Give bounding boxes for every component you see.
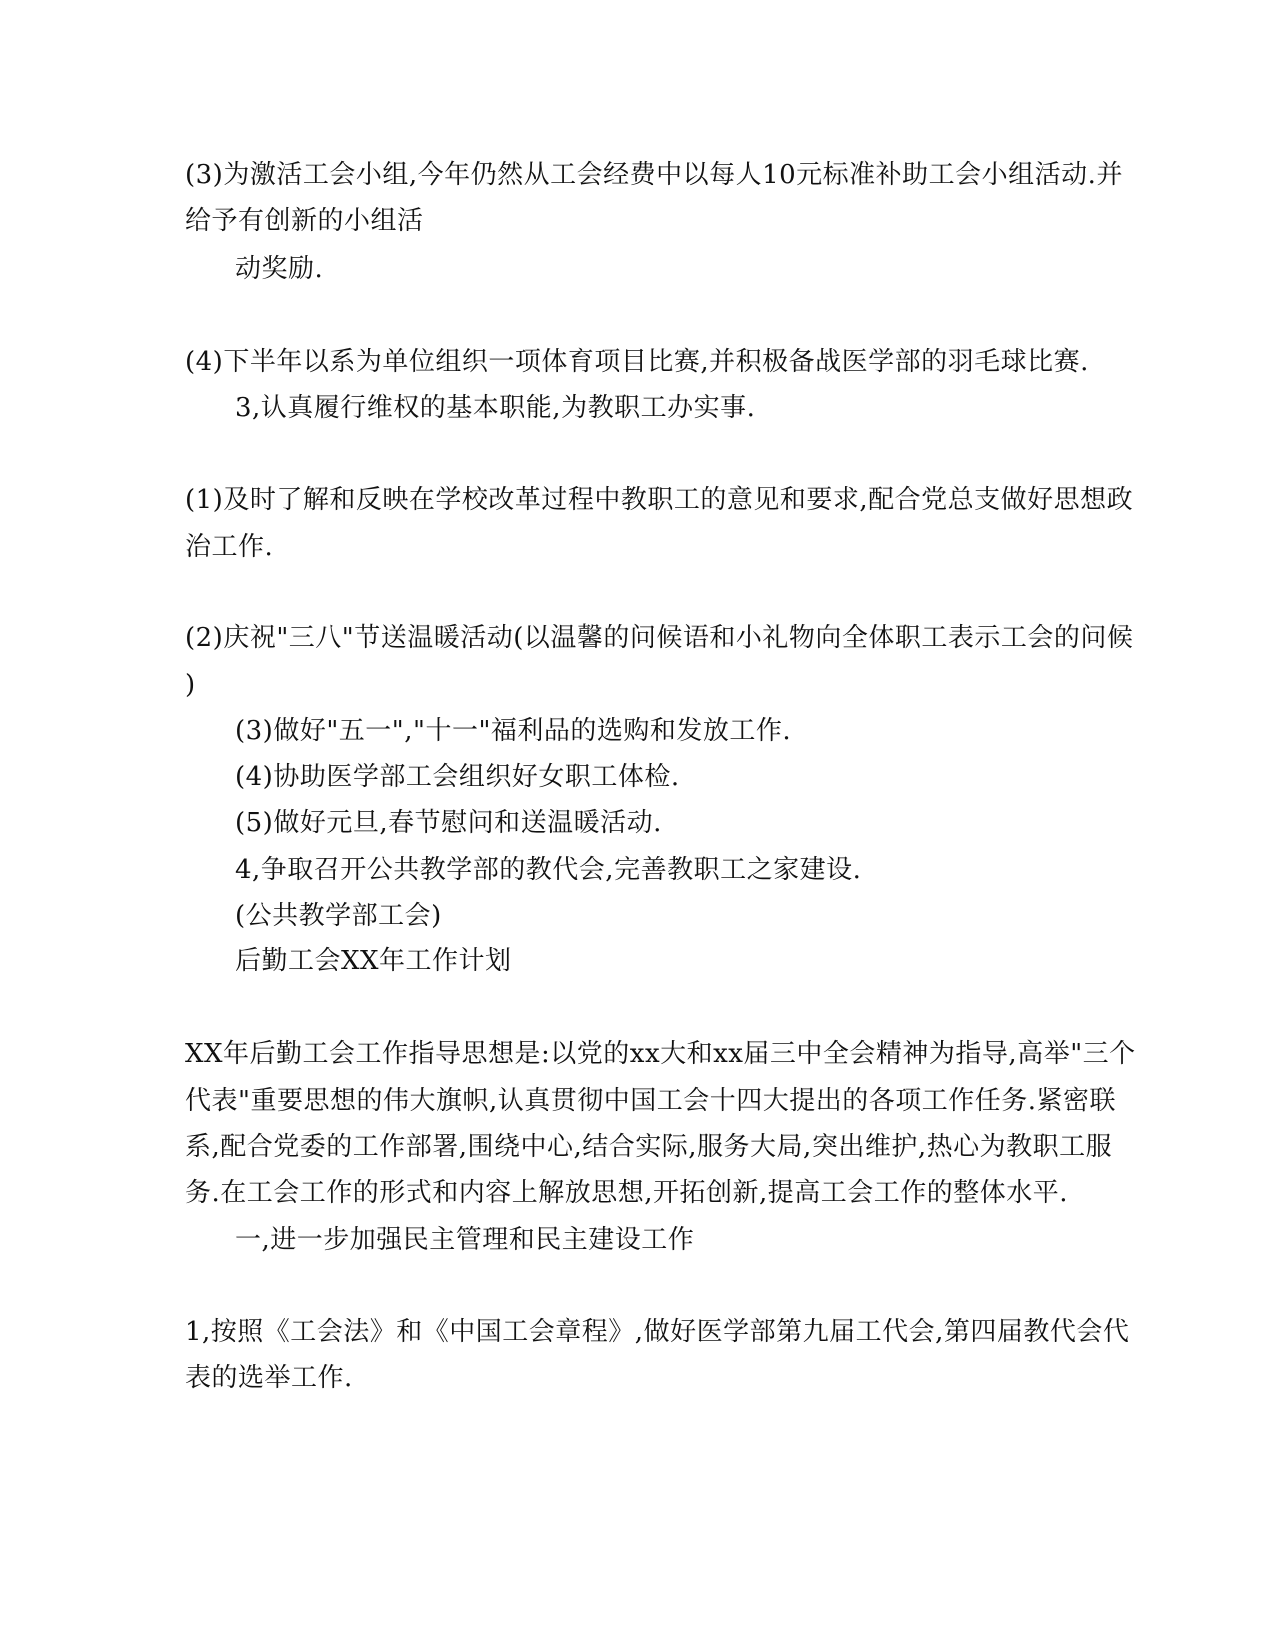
paragraph-line: (公共教学部工会) bbox=[235, 901, 442, 931]
paragraph-line: (4)协助医学部工会组织好女职工体检. bbox=[235, 762, 680, 792]
paragraph-line: ) bbox=[185, 670, 196, 700]
paragraph-line: XX年后勤工会工作指导思想是:以党的xx大和xx届三中全会精神为指导,高举"三个 bbox=[185, 1039, 1136, 1069]
paragraph-line: 动奖励. bbox=[235, 254, 324, 284]
paragraph-line: 给予有创新的小组活 bbox=[185, 206, 424, 236]
paragraph-line: (4)下半年以系为单位组织一项体育项目比赛,并积极备战医学部的羽毛球比赛. bbox=[185, 347, 1089, 377]
paragraph-line: (1)及时了解和反映在学校改革过程中教职工的意见和要求,配合党总支做好思想政 bbox=[185, 485, 1134, 515]
paragraph-line: (3)为激活工会小组,今年仍然从工会经费中以每人10元标准补助工会小组活动.并 bbox=[185, 160, 1123, 190]
paragraph-line: 3,认真履行维权的基本职能,为教职工办实事. bbox=[235, 393, 756, 423]
paragraph-line: (2)庆祝"三八"节送温暖活动(以温馨的问候语和小礼物向全体职工表示工会的问候 bbox=[185, 623, 1134, 653]
paragraph-line: (5)做好元旦,春节慰问和送温暖活动. bbox=[235, 808, 662, 838]
paragraph-line: 治工作. bbox=[185, 532, 274, 562]
section-heading: 一,进一步加强民主管理和民主建设工作 bbox=[235, 1225, 695, 1255]
section-heading: 后勤工会XX年工作计划 bbox=[235, 946, 512, 976]
paragraph-line: 4,争取召开公共教学部的教代会,完善教职工之家建设. bbox=[235, 855, 862, 885]
paragraph-line: 务.在工会工作的形式和内容上解放思想,开拓创新,提高工会工作的整体水平. bbox=[185, 1178, 1069, 1208]
paragraph-line: 代表"重要思想的伟大旗帜,认真贯彻中国工会十四大提出的各项工作任务.紧密联 bbox=[185, 1086, 1116, 1116]
paragraph-line: 表的选举工作. bbox=[185, 1363, 353, 1393]
paragraph-line: (3)做好"五一","十一"福利品的选购和发放工作. bbox=[235, 716, 792, 746]
paragraph-line: 1,按照《工会法》和《中国工会章程》,做好医学部第九届工代会,第四届教代会代 bbox=[185, 1317, 1130, 1347]
paragraph-line: 系,配合党委的工作部署,围绕中心,结合实际,服务大局,突出维护,热心为教职工服 bbox=[185, 1132, 1113, 1162]
